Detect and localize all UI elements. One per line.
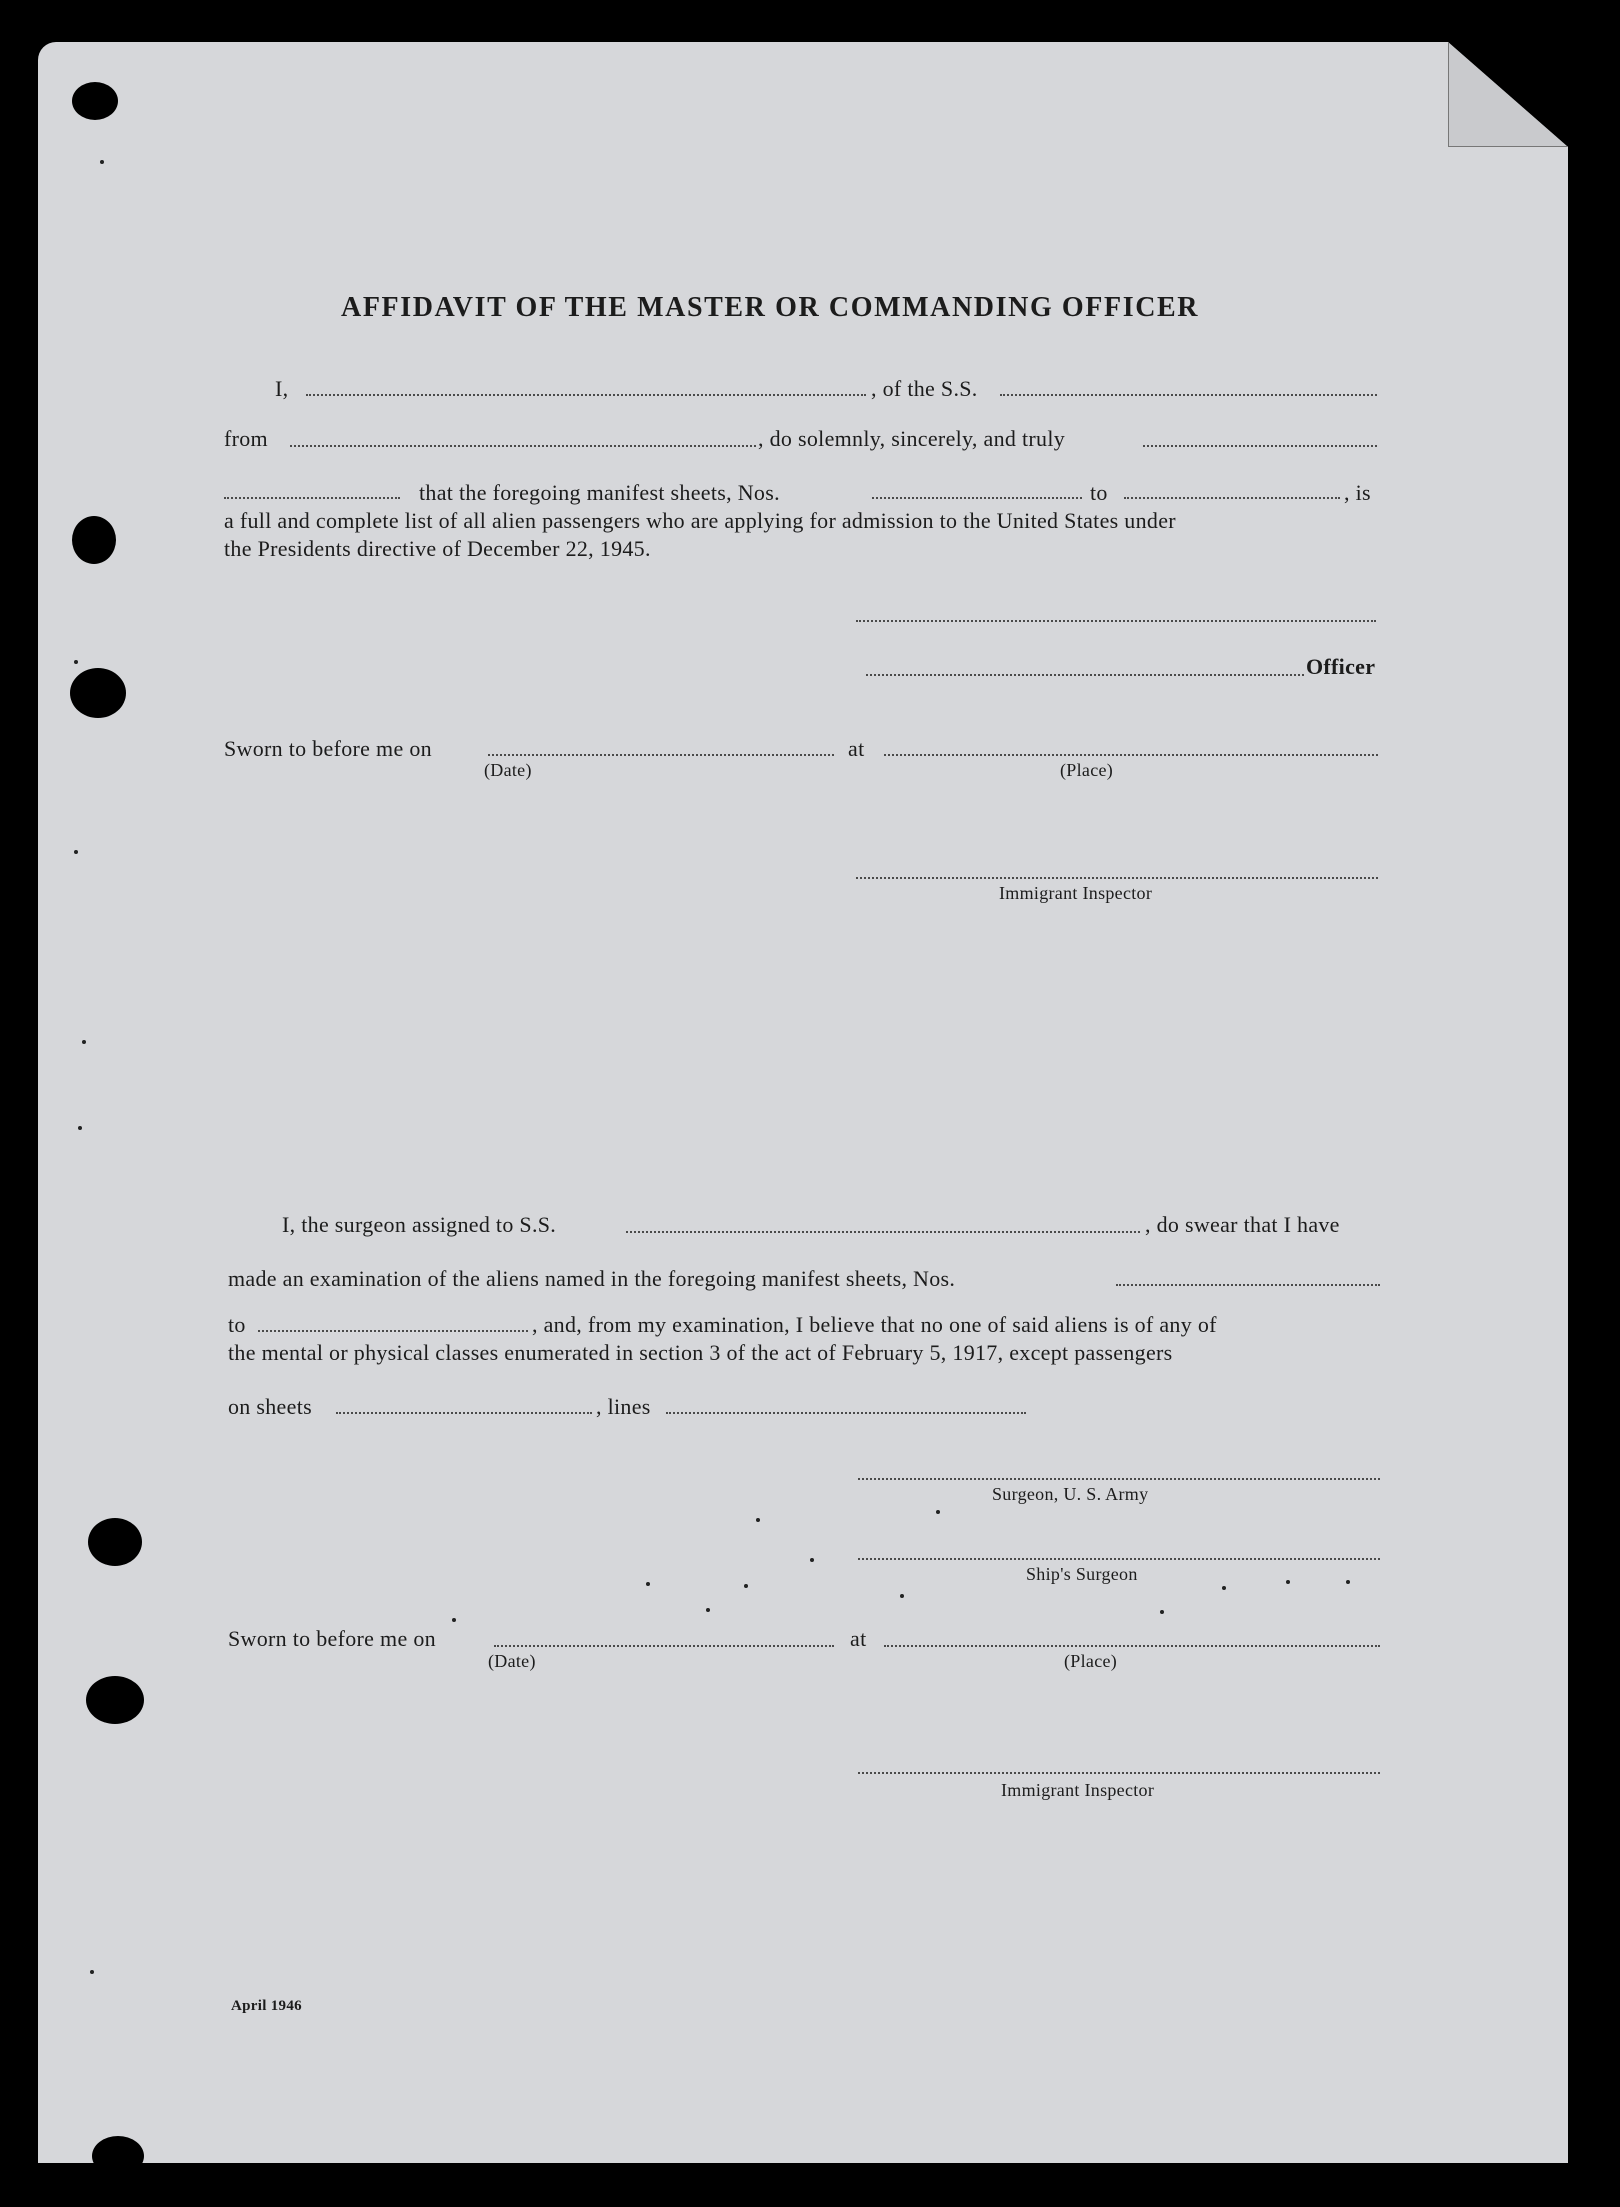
master-i-label: I,	[275, 376, 289, 401]
surgeon-to-label: to	[228, 1312, 246, 1337]
solemnly-text: , do solemnly, sincerely, and truly	[758, 426, 1066, 451]
form-title: AFFIDAVIT OF THE MASTER OR COMMANDING OFFICER	[341, 292, 1200, 323]
punch-hole	[86, 1676, 144, 1724]
folded-corner	[1448, 42, 1568, 147]
from-port-line[interactable]	[290, 445, 756, 447]
army-surgeon-caption: Surgeon, U. S. Army	[992, 1484, 1149, 1504]
speck	[1346, 1580, 1350, 1584]
sworn-place-line[interactable]	[884, 754, 1378, 756]
army-surgeon-signature-line[interactable]	[858, 1478, 1380, 1480]
surgeon-sheet-from-line[interactable]	[1116, 1284, 1380, 1286]
surgeon-inspector-caption: Immigrant Inspector	[1001, 1780, 1155, 1800]
speck	[936, 1510, 940, 1514]
is-label: , is	[1344, 480, 1371, 505]
fold-edge	[1448, 146, 1568, 147]
inspector-signature-line[interactable]	[856, 877, 1378, 879]
master-text-line-2: a full and complete list of all alien passengers who are applying for admission to the United States under	[224, 508, 1176, 533]
surgeon-sworn-label: Sworn to before me on	[228, 1626, 436, 1651]
surgeon-inspector-signature-line[interactable]	[858, 1772, 1380, 1774]
ship-name-line[interactable]	[1000, 394, 1377, 396]
sworn-date-line[interactable]	[488, 754, 834, 756]
punch-hole	[88, 1518, 142, 1566]
exception-lines-line[interactable]	[666, 1412, 1026, 1414]
ships-surgeon-caption: Ship's Surgeon	[1026, 1564, 1138, 1584]
speck	[1286, 1580, 1290, 1584]
surgeon-text-line-1b: , do swear that I have	[1145, 1212, 1340, 1237]
surgeon-place-caption: (Place)	[1064, 1651, 1118, 1671]
master-signature-line[interactable]	[856, 620, 1376, 622]
surgeon-text-line-3: , and, from my examination, I believe that no one of said aliens is of any of	[532, 1312, 1217, 1337]
speck	[1160, 1610, 1164, 1614]
lines-label: , lines	[596, 1394, 651, 1419]
sworn-label: Sworn to before me on	[224, 736, 432, 761]
speck	[900, 1594, 904, 1598]
officer-title-line[interactable]	[866, 674, 1304, 676]
surgeon-text-line-2: made an examination of the aliens named in the foregoing manifest sheets, Nos.	[228, 1266, 956, 1291]
surgeon-ship-line[interactable]	[626, 1231, 1140, 1233]
speck	[452, 1618, 456, 1622]
speck	[646, 1582, 650, 1586]
from-label: from	[224, 426, 268, 451]
speck	[78, 1126, 82, 1130]
of-ss-label: , of the S.S.	[871, 376, 978, 401]
form-page	[38, 42, 1568, 2163]
at-label: at	[848, 736, 865, 761]
speck	[74, 660, 78, 664]
surgeon-date-caption: (Date)	[488, 1651, 536, 1671]
sheet-from-line[interactable]	[872, 497, 1082, 499]
master-text-line-3: the Presidents directive of December 22, 1945.	[224, 536, 651, 561]
surgeon-text-line-4: the mental or physical classes enumerated in section 3 of the act of February 5, 1917, except passengers	[228, 1340, 1173, 1365]
speck	[810, 1558, 814, 1562]
exception-sheets-line[interactable]	[336, 1412, 592, 1414]
surgeon-sworn-date-line[interactable]	[494, 1645, 834, 1647]
inspector-caption: Immigrant Inspector	[999, 883, 1153, 903]
surgeon-sworn-place-line[interactable]	[884, 1645, 1380, 1647]
speck	[90, 1970, 94, 1974]
oath-continuation-line[interactable]	[224, 497, 400, 499]
speck	[74, 850, 78, 854]
surgeon-sheet-to-line[interactable]	[258, 1330, 528, 1332]
to-label: to	[1090, 480, 1108, 505]
officer-label: Officer	[1306, 654, 1376, 679]
speck	[706, 1608, 710, 1612]
punch-hole	[72, 82, 118, 120]
place-caption: (Place)	[1060, 760, 1114, 780]
punch-hole	[70, 668, 126, 718]
on-sheets-label: on sheets	[228, 1394, 312, 1419]
surgeon-text-line-1a: I, the surgeon assigned to S.S.	[282, 1212, 557, 1237]
ships-surgeon-signature-line[interactable]	[858, 1558, 1380, 1560]
date-caption: (Date)	[484, 760, 532, 780]
oath-type-line[interactable]	[1143, 445, 1377, 447]
master-name-line[interactable]	[306, 394, 866, 396]
speck	[100, 160, 104, 164]
sheet-to-line[interactable]	[1124, 497, 1340, 499]
speck	[82, 1040, 86, 1044]
fold-edge	[1448, 42, 1449, 147]
speck	[1222, 1586, 1226, 1590]
punch-hole	[92, 2136, 144, 2176]
surgeon-at-label: at	[850, 1626, 867, 1651]
speck	[756, 1518, 760, 1522]
form-date: April 1946	[231, 1998, 302, 2014]
speck	[744, 1584, 748, 1588]
foregoing-text: that the foregoing manifest sheets, Nos.	[419, 480, 780, 505]
punch-hole	[72, 516, 116, 564]
